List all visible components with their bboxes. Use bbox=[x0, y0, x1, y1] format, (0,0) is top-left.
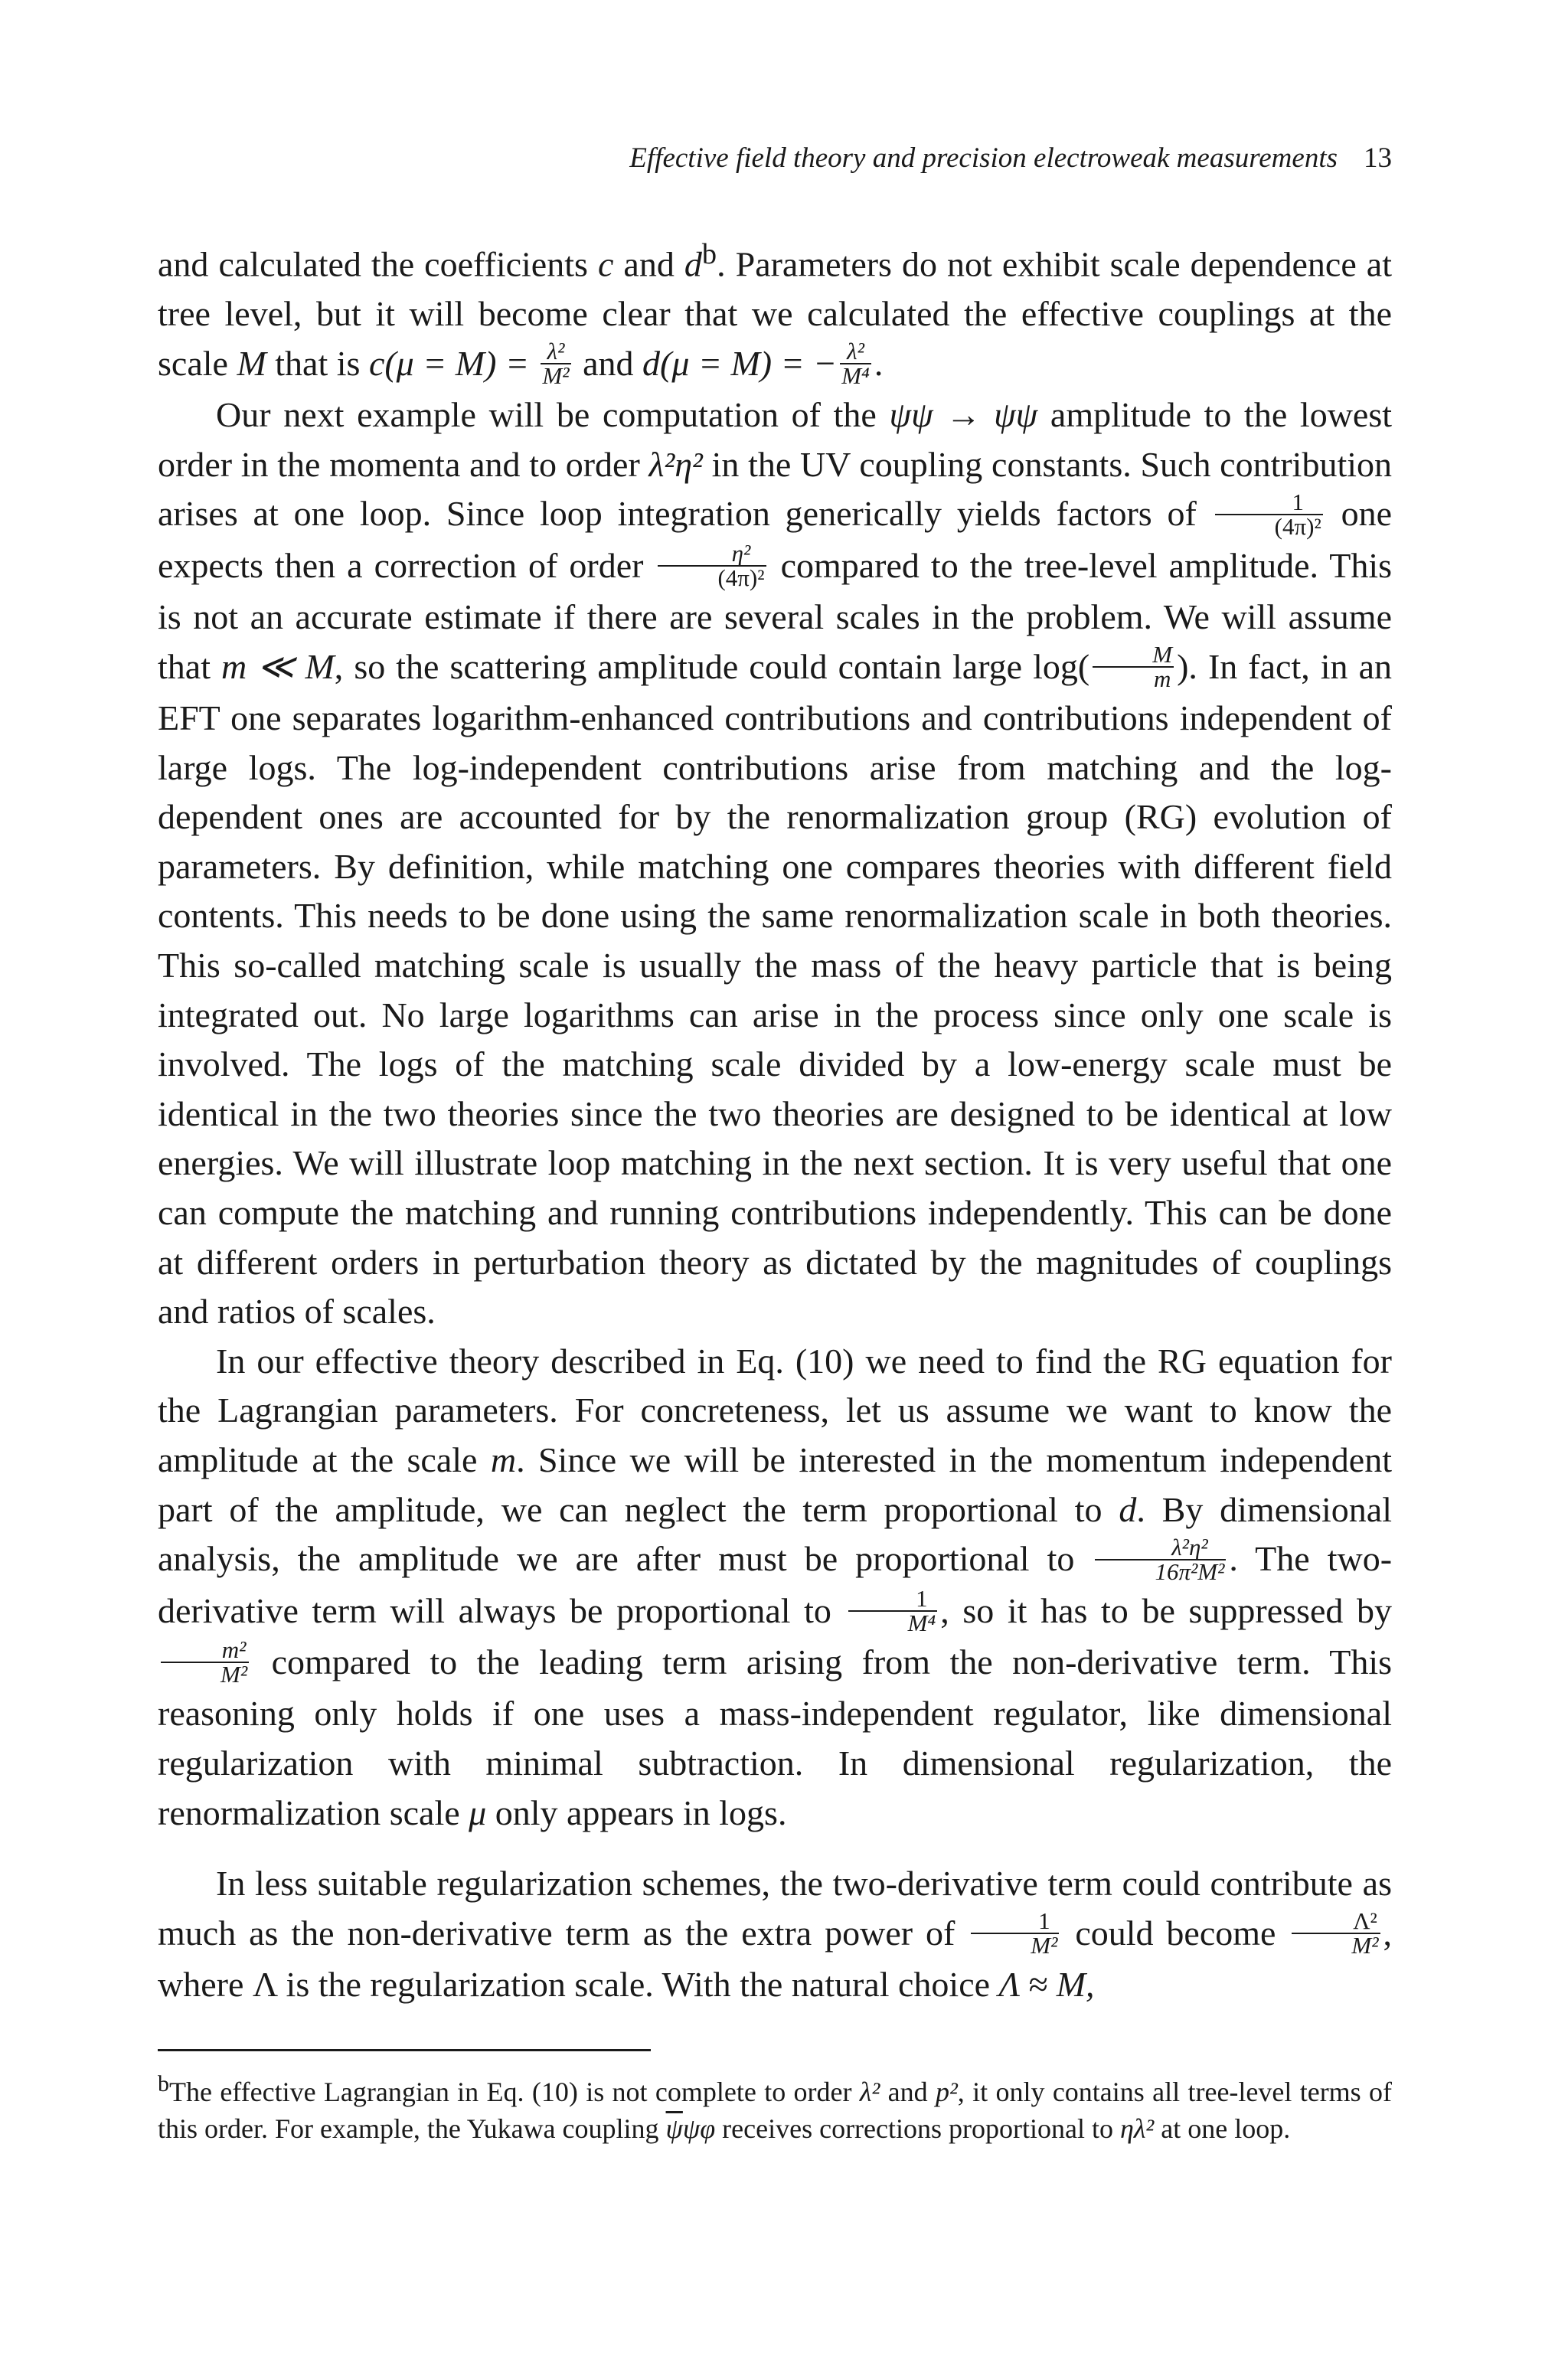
paragraph-4: In less suitable regularization schemes, the two-derivative term could contribute as much as the non-derivative term as the extra power of $\frac{1}{\text{M²}}$ could become $\frac{\text{Λ²}}{\text{M²}}$ , where Λ is the regularization scale. With the natural choice Λ ≈ M, bbox=[158, 1864, 1393, 2005]
fraction: $\frac{\text{λ²}}{\text{M²}}$ bbox=[542, 337, 570, 389]
footnote-marker: b bbox=[158, 2071, 169, 2096]
footnote-marker: b bbox=[701, 238, 717, 270]
running-title: Effective field theory and precision electroweak measurements bbox=[629, 142, 1338, 174]
footnote: $^b$The effective Lagrangian in Eq. (10) is not complete to order λ² and p², it only contains all tree-level terms of this order. For example, the Yukawa coupling $\overline{\psi}\psi\varphi$ receives corrections proportional to ηλ² at one loop. bbox=[158, 2071, 1393, 2144]
running-header bbox=[153, 139, 1392, 178]
fraction: $\frac{\text{λ²}}{\text{M⁴}}$ bbox=[841, 337, 870, 389]
fraction: $\frac{\text{m²}}{\text{M²}}$ bbox=[161, 1639, 249, 1686]
paragraph-1: and calculated the coefficients c and $d^b$. Parameters do not exhibit scale dependence at tree level, but it will become clear that we calculated the effective couplings at the scale M that is c(μ = M) = $\frac{\text{λ²}}{\text{M²}}$ and d(μ = M) = − $\frac{\text{λ²}}{\text{M⁴}}$ . bbox=[158, 238, 1392, 389]
paragraph-3: In our effective theory described in Eq. (10) we need to find the RG equation for the Lagrangian parameters. For concreteness, let us assume we want to know the amplitude at the scale m. Since we will be interested in the momentum independent part of the amplitude, we can neglect the term proportional to d. By dimensional analysis, the amplitude we are after must be proportional to $\frac{\text{λ²η²}}{\text{16π²M²}}$ . The two-derivative term will always be proportional to $\frac{1}{\text{M⁴}}$ , so it has to be suppressed by $\frac{\text{m²}}{\text{M²}}$ compared to the leading term arising from the non-derivative term. This reasoning only holds if one uses a mass-independent regulator, like dimensional regularization with minimal subtraction. In dimensional regularization, the renormalization scale μ only appears in logs. bbox=[158, 1341, 1393, 1832]
main-text bbox=[158, 230, 1392, 2010]
fraction: $\frac{1}{\text{M²}}$ bbox=[971, 1910, 1059, 1957]
fraction: $\frac{1}{\text{(4π)²}}$ bbox=[1215, 491, 1323, 538]
paragraph-2: Our next example will be computation of the ψψ → ψψ amplitude to the lowest order in the momenta and to order λ²η² in the UV coupling constants. Such contribution arises at one loop. Since loop integration generically yields factors of $\frac{1}{\text{(4π)²}}$ one expects then a correction of order $\frac{\text{η²}}{\text{(4π)²}}$ compared to the tree-level amplitude. This is not an accurate estimate if there are several scales in the problem. We will assume that m ≪ M, so the scattering amplitude could contain large log( $\frac{M}{m}$ ). In fact, in an EFT one separates logarithm-enhanced contributions and contributions independent of large logs. The log-independent contributions arise from matching and the log-dependent ones are accounted for by the renormalization group (RG) evolution of parameters. By definition, while matching one compares theories with different field contents. This needs to be done using the same renormalization scale in both theories. This so-called matching scale is usually the mass of the heavy particle that is being integrated out. No large logarithms can arise in the process since only one scale is involved. The logs of the matching scale divided by a low-energy scale must be identical in the two theories since the two theories are designed to be identical at low energies. We will illustrate loop matching in the next section. It is very useful that one can compute the matching and running contributions independently. This can be done at different orders in perturbation theory as dictated by the magnitudes of couplings and ratios of scales. bbox=[158, 394, 1393, 1332]
fraction: $\frac{\text{λ²η²}}{\text{16π²M²}}$ bbox=[1095, 1536, 1226, 1583]
fraction: $\frac{\text{Λ²}}{\text{M²}}$ bbox=[1292, 1910, 1380, 1957]
fraction: $\frac{1}{\text{M⁴}}$ bbox=[848, 1587, 938, 1635]
footnote-divider bbox=[158, 2049, 651, 2051]
page-number: 13 bbox=[1364, 142, 1392, 174]
fraction: $\frac{M}{m}$ bbox=[1093, 643, 1174, 691]
fraction: $\frac{\text{η²}}{\text{(4π)²}}$ bbox=[658, 542, 766, 590]
